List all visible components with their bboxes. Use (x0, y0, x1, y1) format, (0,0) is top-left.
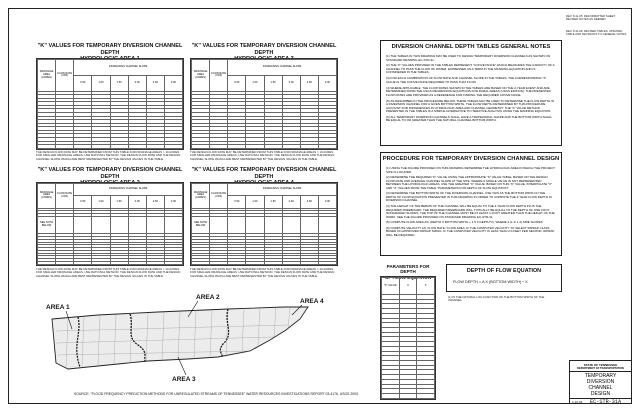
table-cell (246, 261, 264, 264)
general-notes-title: DIVERSION CHANNEL DEPTH TABLES GENERAL NOTES (391, 44, 551, 50)
column-header-k: "K" VALUE (382, 278, 400, 295)
tb-drawing-number: EC-STR-31A (590, 398, 622, 405)
table-cell (56, 216, 74, 233)
slope-header: INCREASING CHANNEL SLOPE (228, 184, 337, 196)
table-cell (318, 145, 336, 149)
table-cell (74, 216, 92, 233)
table-area-1-grid (37, 59, 183, 149)
table-cell (228, 261, 246, 264)
area-2-label: AREA 2 (196, 294, 220, 301)
slope-column-header: 3.00 (164, 75, 182, 91)
slope-column-header: 1.00 (246, 75, 264, 91)
procedure-title: PROCEDURE FOR TEMPORARY DIVERSION CHANNEL DESIGN (382, 156, 560, 162)
tb-title-line: CHANNEL (588, 385, 613, 391)
area-1-label: AREA 1 (46, 304, 70, 311)
table-cell (300, 145, 318, 149)
table-cell (164, 261, 182, 264)
parameters-title: PARAMETERS FOR DEPTH OF FLOW EQUATION (384, 264, 432, 280)
slope-column-header: 0.50 (228, 196, 246, 208)
general-notes-box (380, 40, 562, 146)
tb-state: STATE OF TENNESSEE (583, 363, 618, 367)
table-cell (92, 145, 110, 149)
table-cell (318, 261, 336, 264)
table-area-4-grid (191, 183, 337, 265)
title-block (569, 360, 631, 404)
table-cell (264, 145, 282, 149)
procedure-steps (386, 167, 556, 240)
see-note-label: SEE NOTE BELOW (192, 216, 210, 233)
slope-column-header: 1.50 (110, 196, 128, 208)
procedure-box (380, 152, 562, 256)
table-cell (92, 261, 110, 264)
procedure-step: (1) USING THE FIGURE PROVIDED ON THIS DRAWING DETERMINE THE HYDROLOGIC AREA IN WHICH THE PROJECT SITE IS LOCATED. (386, 166, 555, 174)
table-cell (210, 261, 228, 264)
parameters-table (380, 276, 436, 400)
column-header-flow-rate: FLOW RATE (CFS) (210, 184, 228, 209)
table-row (382, 394, 435, 399)
general-note-item: (2) THE "K" VALUES PROVIDED IN THE TABLES REPRESENT "CONVEYANCE" WHICH MEASURES THE CAPACITY OF A CHANNEL TO PASS THE FLOW OF WATER, EXPRESSED AS A TERM IN THE MANNING EQUATION AND IS CONSIDERED IN THE TABLES. (386, 63, 555, 75)
table-cell (300, 261, 318, 264)
area-3-label: AREA 3 (172, 376, 196, 383)
table-area-1-note: THE DESIGN FLOW RATE MAY BE DETERMINED FROM THIS TABLE FOR DRAINAGE AREAS > 10 ACRES. FOR SMALLER DRAINAGE AREAS, USE RATIONAL METHOD. THE DESIGN FLOW RATE AND THE DESIGN CHANNEL SLOPE WHICH ARE BEST REPRESENTED BY THE DESIGN VALUES IN THE TABLE. (36, 150, 181, 161)
table-row (38, 145, 183, 149)
table-cell (318, 216, 336, 233)
table-row (192, 216, 337, 233)
general-note-item: (5) AS DESCRIBED IN THE PROCEDURE BELOW, THESE TABLES MAY BE USED TO DETERMINE THE FLOW DEPTH IN A DIVERSION CHANNEL FOR A GIVEN BOTTOM WIDTH. THE FLOW DEPTH DETERMINED BY THIS PROCEDURE ACCOUNT FOR DIFFERENCES IN HYDROLOGIC AREA AND CHANNEL GEOMETRY. THE "K" VALUE METHOD PRESENTED IN THE TABLES IS A SIMPLE ALTERNATIVE TO ITERATIVE ANALYSIS USING THE MANNING EQUATION. (386, 98, 555, 114)
column-header-drainage-area: DRAINAGE AREA (ACRES) (38, 60, 56, 92)
table-cell (228, 145, 246, 149)
parameters-grid (381, 277, 435, 399)
tennessee-hydrologic-areas-map (38, 285, 338, 389)
depth-equation-note: (1) IS THE NATURAL LOG FUNCTION OF THE BOTTOM WIDTH OF THE CHANNEL (448, 295, 545, 303)
procedure-step: (4) THE HEIGHT OF THE BERMS OF THE CHANNEL WILL BE EQUAL TO THE 2-YEAR FLOW DEPTH PLUS THE REQUIRED FREEBOARD. THE REQUIRED FREEBOARD WILL TYPICALLY BE EQUAL TO THE DEPTH OF ONE FOOT. NONGRADED SLOPES, THE TOP OF THE CHANNEL MUST BE AT LEAST 1 FOOT GREATER THAN THE HEIGHT OF THE WORK. SEE THE FIGURE PROVIDED ON STANDARD DRAWING EC-STR-31. (386, 204, 555, 219)
slope-column-header: 3.00 (318, 75, 336, 91)
table-cell (128, 261, 146, 264)
table-cell (128, 216, 146, 233)
table-row (192, 145, 337, 149)
table-cell (92, 216, 110, 233)
table-area-4-note: THE DESIGN FLOW RATE MAY BE DETERMINED FROM THIS TABLE FOR DRAINAGE AREAS > 10 ACRES. FOR SMALLER DRAINAGE AREAS, USE RATIONAL METHOD. THE DESIGN FLOW RATE AND THE DESIGN CHANNEL SLOPE WHICH ARE BEST REPRESENTED BY THE DESIGN VALUES IN THE TABLE. (190, 267, 335, 278)
procedure-step: (6) COMPUTE VELOCITY AS: FLOW RATE / FLOW AREA. IF THE COMPUTED VELOCITY TO SELECT RIPRAP CLASS BASED ON APPROVED RIPRAP SIZING. IF THE COMPUTED VELOCITY IS LESS THAN 2.0 FEET PER SECOND, RIPRAP WILL BE REQUIRED. (386, 225, 555, 237)
tb-title-line: DESIGN (590, 391, 611, 397)
table-area-4 (190, 182, 338, 266)
general-note-item: (1) THE TABLES IN THIS DRAWING MAY BE USED TO DESIGN TEMPORARY DIVERSION CHANNELS AS SHOWN ON STANDARD DRAWING EC-STR-31. (386, 54, 550, 62)
column-header-a: A (399, 278, 417, 295)
slope-column-header: 1.00 (92, 75, 110, 91)
table-row (38, 261, 183, 264)
table-area-1 (36, 58, 184, 150)
table-cell (282, 145, 300, 149)
slope-column-header: 2.00 (282, 75, 300, 91)
state-outline (52, 307, 308, 369)
procedure-step: (3) DETERMINE THE BOTTOM WIDTH OF THE DIVERSION CHANNEL. USE THIS AS THE BOTTOM WIDTH IN THE DEPTH OF FLOW EQUATION PRESENTED IN THIS DRAWING IN ORDER TO COMPUTE THE 2-YEAR FLOW DEPTH IN DIVERSION CHANNEL. (386, 191, 552, 203)
revision-note-2: REV. 8-11-06: REVISED TABLES. UPDATED TABLE AND REVISIONS TO GENERAL NOTES. (566, 29, 627, 37)
slope-column-header: 2.00 (128, 196, 146, 208)
table-row (38, 216, 183, 233)
column-header-flow-rate: FLOW RATE (CFS) (56, 184, 74, 209)
slope-column-header: 2.50 (300, 196, 318, 208)
table-cell (300, 216, 318, 233)
table-cell (164, 145, 182, 149)
general-note-item: (4) WHERE APPLICABLE, THE FLOW RATES SHOWN IN THE TABLES ARE BASED ON THE 2-YEAR EVENT AND ARE DETERMINED FROM THE USGS REGRESSION EQUATIONS FOR RURAL AREAS (USGS EDITION). THE PRESENTED FLOW RATES ARE PROVIDED AS A REFERENCE FOR FINDING THE REQUIRED CONVEYANCE. (386, 85, 551, 97)
see-note-label: SEE NOTE BELOW (38, 216, 56, 233)
table-cell (417, 394, 435, 399)
table-cell (146, 261, 164, 264)
slope-column-header: 0.50 (228, 75, 246, 91)
table-cell (210, 216, 228, 233)
table-cell (146, 145, 164, 149)
table-cell (282, 261, 300, 264)
table-cell (164, 216, 182, 233)
tb-department: DEPARTMENT OF TRANSPORTATION (577, 367, 624, 370)
column-header-flow-rate: FLOW RATE (CFS) (56, 60, 74, 92)
table-cell (74, 261, 92, 264)
table-cell (128, 145, 146, 149)
table-area-3 (190, 58, 338, 150)
table-cell (38, 261, 56, 264)
slope-column-header: 1.50 (264, 75, 282, 91)
revision-note-1: REV. 8-11-05: REFORMATTED SHEET, REVISED NOTES AS NEEDED. (566, 14, 616, 22)
table-area-2-title: "K" VALUES FOR TEMPORARY DIVERSION CHANNEL DEPTH HYDROLOGIC AREA 2 (37, 167, 183, 186)
table-area-4-title: "K" VALUES FOR TEMPORARY DIVERSION CHANNEL DEPTH HYDROLOGIC AREA 4 (191, 167, 337, 186)
table-cell (192, 261, 210, 264)
procedure-step: (2) DETERMINE THE REQUIRED "K" VALUE USING THE APPROPRIATE "K" VALUE TABLE, BASED ON THE DESIGN FLOW RATE AND AVERAGE CHANNEL SLOPE AT THE SITE. WHERE A SINGLE VALUE IS NOT REPRESENTED BETWEEN THE HYDROLOGIC AREAS, USE THE GREATER "K" VALUE. BASED ON THIS "K" VALUE, INTERPOLATE "X" AND "A" VALUES FROM THE TABLE "PARAMETERS FOR DEPTH OF FLOW EQUATION". (386, 175, 553, 190)
table-cell (382, 394, 400, 399)
slope-column-header: 1.50 (110, 75, 128, 91)
table-cell (264, 261, 282, 264)
slope-header: INCREASING CHANNEL SLOPE (74, 60, 183, 76)
table-cell (56, 145, 74, 149)
table-cell (246, 216, 264, 233)
table-cell (110, 216, 128, 233)
table-area-3-note: THE DESIGN FLOW RATE MAY BE DETERMINED FROM THIS TABLE FOR DRAINAGE AREAS > 10 ACRES. FOR SMALLER DRAINAGE AREAS, USE RATIONAL METHOD. THE DESIGN FLOW RATE AND THE DESIGN CHANNEL SLOPE WHICH ARE BEST REPRESENTED BY THE DESIGN VALUES IN THE TABLE. (190, 150, 335, 161)
table-cell (282, 216, 300, 233)
table-cell (399, 394, 417, 399)
slope-column-header: 1.00 (246, 196, 264, 208)
area-4-label: AREA 4 (300, 298, 324, 305)
table-area-2-note: THE DESIGN FLOW RATE MAY BE DETERMINED FROM THIS TABLE FOR DRAINAGE AREAS > 10 ACRES. FOR SMALLER DRAINAGE AREAS, USE RATIONAL METHOD. THE DESIGN FLOW RATE AND THE DESIGN CHANNEL SLOPE WHICH ARE BEST REPRESENTED BY THE DESIGN VALUES IN THE TABLE. (36, 267, 181, 278)
table-cell (110, 145, 128, 149)
slope-column-header: 0.50 (74, 75, 92, 91)
column-header-x: X (417, 278, 435, 295)
slope-column-header: 0.50 (74, 196, 92, 208)
slope-column-header: 3.00 (164, 196, 182, 208)
tb-date: 1-20-06 (572, 399, 583, 404)
general-notes-list (386, 55, 556, 125)
map-source-note: SOURCE: "FLOOD FREQUENCY PREDICTION METHODS FOR UNREGULATED STREAMS OF TENNESSEE" WATER RESOURCES INVESTIGATIONS REPORT 03-4176, USGS 2003. (74, 392, 359, 396)
slope-header: INCREASING CHANNEL SLOPE (74, 184, 183, 196)
table-area-3-grid (191, 59, 337, 149)
table-cell (192, 145, 210, 149)
depth-equation-formula: FLOW DEPTH = A X (BOTTOM WIDTH) ^ X (453, 280, 528, 284)
depth-equation-box (446, 264, 562, 292)
column-header-drainage-area: DRAINAGE AREA (ACRES) (192, 184, 210, 209)
table-cell (110, 261, 128, 264)
table-cell (264, 216, 282, 233)
column-header-drainage-area: DRAINAGE AREA (ACRES) (192, 60, 210, 92)
table-cell (246, 145, 264, 149)
slope-column-header: 2.00 (282, 196, 300, 208)
tb-title-line: DIVERSION (586, 379, 615, 385)
table-area-1-title: "K" VALUES FOR TEMPORARY DIVERSION CHANNEL DEPTH HYDROLOGIC AREA 1 (37, 43, 183, 62)
slope-header: INCREASING CHANNEL SLOPE (228, 60, 337, 76)
procedure-step: (5) COMPUTE FLOW AREA AS: (DEPTH X BOTTOM WIDTH + 1.5 X DEPTH^2), WHERE 2 (1.1/ 1.4) SIDE SLOPES. (386, 220, 544, 225)
table-area-2 (36, 182, 184, 266)
tb-title-line: TEMPORARY (584, 373, 617, 379)
table-area-2-grid (37, 183, 183, 265)
slope-column-header: 1.00 (92, 196, 110, 208)
column-header-flow-rate: FLOW RATE (CFS) (210, 60, 228, 92)
slope-column-header: 3.00 (318, 196, 336, 208)
table-cell (56, 261, 74, 264)
table-cell (228, 216, 246, 233)
table-cell (210, 145, 228, 149)
table-area-3-title: "K" VALUES FOR TEMPORARY DIVERSION CHANNEL DEPTH HYDROLOGIC AREA 3 (191, 43, 337, 62)
table-cell (74, 145, 92, 149)
slope-column-header: 2.50 (146, 75, 164, 91)
slope-column-header: 2.50 (146, 196, 164, 208)
slope-column-header: 1.50 (264, 196, 282, 208)
table-cell (146, 216, 164, 233)
general-note-item: (3) FOR EACH COMBINATION OF FLOW RATE AND CHANNEL SLOPE IN THE TABLES, THE CORRESPONDING "K" VALUE IS THE CONVEYANCE REQUIRED TO PASS THAT FLOW. (386, 76, 547, 84)
table-cell (38, 145, 56, 149)
slope-column-header: 2.50 (300, 75, 318, 91)
column-header-drainage-area: DRAINAGE AREA (ACRES) (38, 184, 56, 209)
table-row (192, 261, 337, 264)
slope-column-header: 2.00 (128, 75, 146, 91)
general-note-item: (6) ALL TEMPORARY DIVERSION CHANNELS SHALL HAVE A TRAPEZOIDAL SHAPE AND THE BOTTOM WIDTH SHALL BE EQUAL TO OR GREATER THAN THE NATURAL CHANNEL BOTTOM WIDTH. (386, 114, 553, 123)
depth-equation-title: DEPTH OF FLOW EQUATION (466, 268, 542, 274)
